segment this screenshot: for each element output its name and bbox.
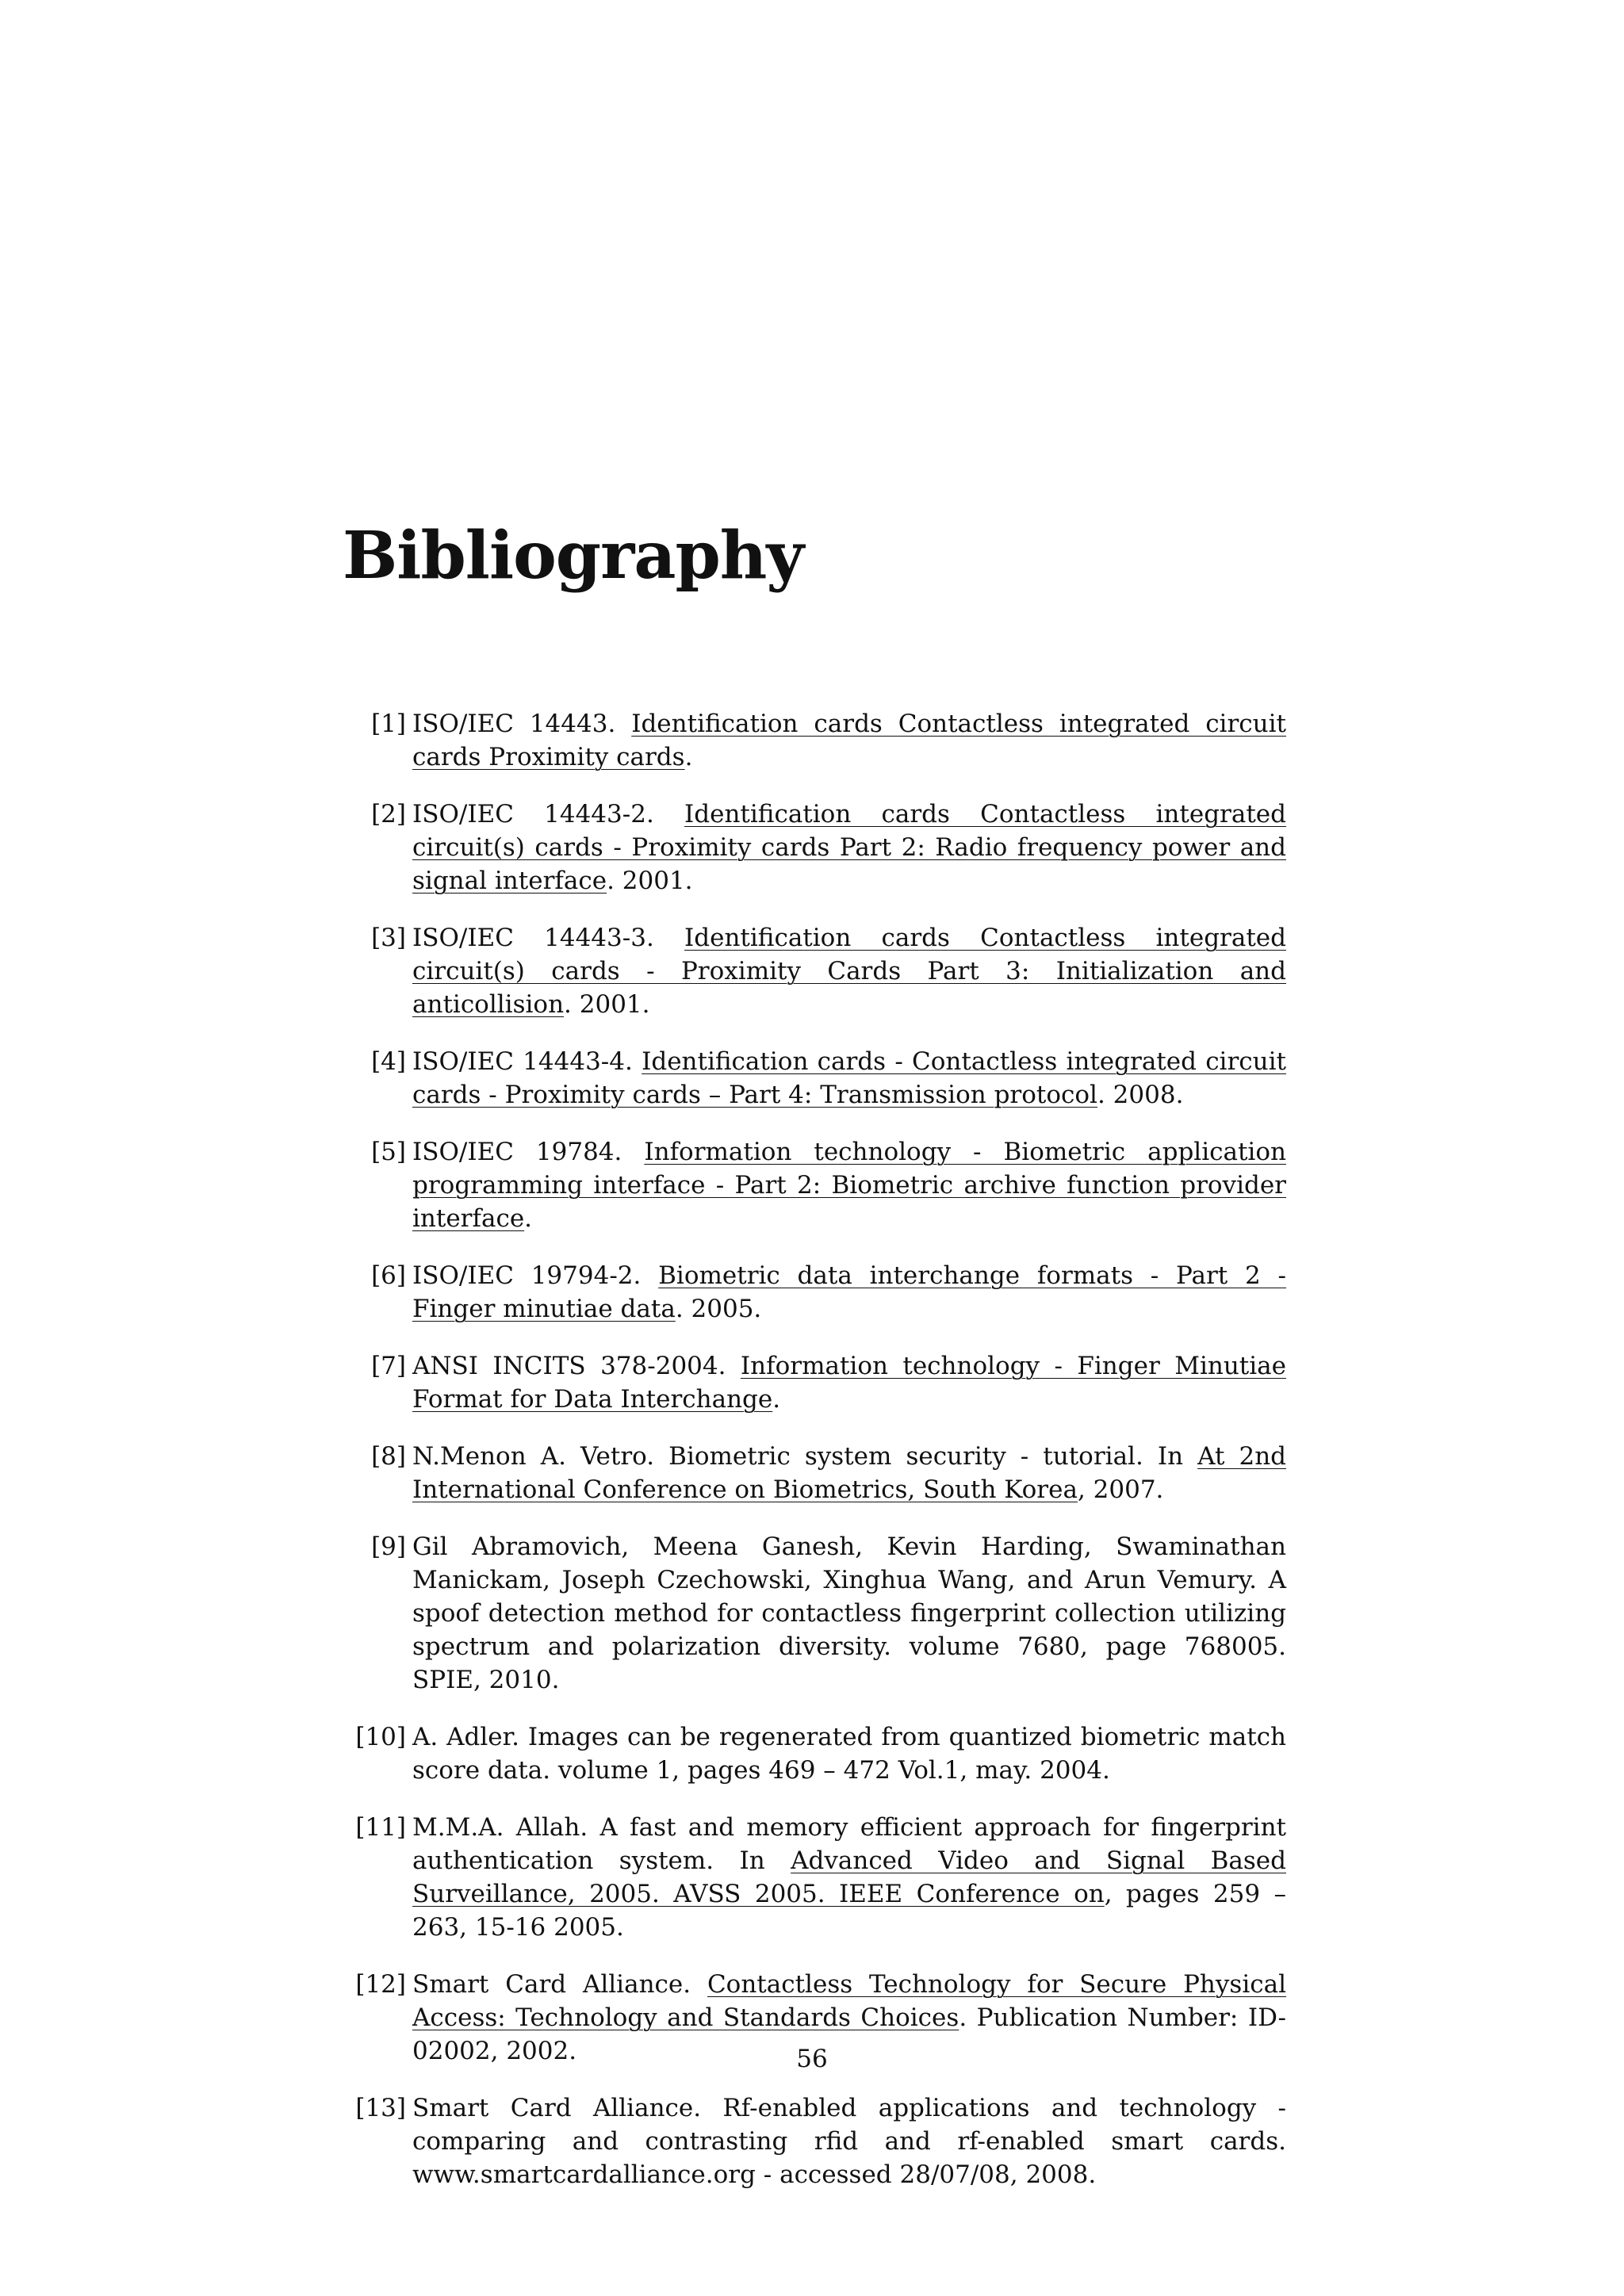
reference-text: Smart Card Alliance. Rf-enabled applications and technology - comparing and contrasting rfid and rf-enabled smart cards. www.smartcardalliance.org - accessed 28/07/08, 2008. [412, 2094, 1286, 2189]
reference-title: Identification cards Contactless integrated circuit(s) cards - Proximity Cards Part 3: Initialization and anticollision [412, 924, 1286, 1019]
reference-text: ANSI INCITS 378-2004. [412, 1352, 741, 1380]
reference-label: [11] [355, 1813, 406, 1842]
reference-title: Biometric data interchange formats - Part 2 - Finger minutiae data [412, 1261, 1286, 1323]
reference-text: Smart Card Alliance. [412, 1970, 707, 1999]
reference-title: Identification cards - Contactless integrated circuit cards - Proximity cards – Part 4: Transmission protocol [412, 1047, 1286, 1109]
reference-title: At 2nd International Conference on Biometrics, South Korea [412, 1442, 1286, 1504]
reference-text: A. Adler. Images can be regenerated from quantized biometric match score data. volume 1, pages 469 – 472 Vol.1, may. 2004. [412, 1723, 1286, 1785]
reference-text: ISO/IEC 14443-3. [412, 924, 685, 952]
reference-suffix: . 2005. [675, 1295, 762, 1323]
reference-suffix: . [772, 1385, 781, 1414]
bibliography-list [343, 707, 1286, 2215]
reference-item [343, 921, 1286, 1021]
reference-title: Identification cards Contactless integrated circuit cards Proximity cards [412, 710, 1286, 771]
reference-item [343, 1349, 1286, 1416]
reference-text: N.Menon A. Vetro. Biometric system security - tutorial. In [412, 1442, 1198, 1471]
reference-item [343, 1530, 1286, 1697]
reference-text: ISO/IEC 19784. [412, 1138, 645, 1166]
reference-label: [1] [371, 710, 406, 738]
reference-text: ISO/IEC 14443. [412, 710, 632, 738]
reference-item [343, 2091, 1286, 2191]
reference-label: [9] [371, 1533, 406, 1561]
page-number: 56 [796, 2045, 828, 2073]
reference-label: [2] [371, 800, 406, 828]
reference-title: Contactless Technology for Secure Physical Access: Technology and Standards Choices [412, 1970, 1286, 2032]
reference-suffix: . 2001. [607, 867, 693, 895]
reference-item [343, 1045, 1286, 1112]
reference-label: [8] [371, 1442, 406, 1471]
reference-item [343, 798, 1286, 897]
reference-suffix: , 2007. [1077, 1475, 1164, 1504]
reference-title: Identification cards Contactless integrated circuit(s) cards - Proximity cards Part 2: Radio frequency power and signal interface [412, 800, 1286, 895]
reference-label: [7] [371, 1352, 406, 1380]
reference-label: [4] [371, 1047, 406, 1076]
reference-suffix: . 2008. [1097, 1081, 1184, 1109]
reference-label: [6] [371, 1261, 406, 1290]
reference-item [343, 1811, 1286, 1944]
page-title: Bibliography [343, 518, 804, 594]
reference-suffix: . 2001. [564, 990, 650, 1019]
reference-title: Information technology - Finger Minutiae Format for Data Interchange [412, 1352, 1286, 1414]
reference-item [343, 1259, 1286, 1326]
reference-text: Gil Abramovich, Meena Ganesh, Kevin Harding, Swaminathan Manickam, Joseph Czechowski, Xinghua Wang, and Arun Vemury. A spoof detection method for contactless fingerprint collection utilizing spectrum and polarization diversity. volume 7680, page 768005. SPIE, 2010. [412, 1533, 1286, 1694]
reference-item [343, 1440, 1286, 1506]
reference-text: ISO/IEC 14443-4. [412, 1047, 642, 1076]
reference-text: M.M.A. Allah. A fast and memory efficient approach for fingerprint authentication system. In [412, 1813, 1286, 1875]
reference-text: ISO/IEC 19794-2. [412, 1261, 659, 1290]
reference-title: Advanced Video and Signal Based Surveillance, 2005. AVSS 2005. IEEE Conference on [412, 1846, 1286, 1908]
reference-label: [12] [355, 1970, 406, 1999]
reference-label: [10] [355, 1723, 406, 1751]
reference-label: [3] [371, 924, 406, 952]
reference-title: Information technology - Biometric application programming interface - Part 2: Biometric archive function provider interface [412, 1138, 1286, 1233]
reference-item [343, 707, 1286, 774]
reference-item [343, 1720, 1286, 1787]
reference-text: ISO/IEC 14443-2. [412, 800, 685, 828]
reference-item [343, 1135, 1286, 1235]
reference-label: [5] [371, 1138, 406, 1166]
reference-suffix: . Publication Number: ID-02002, 2002. [412, 2003, 1286, 2065]
reference-label: [13] [355, 2094, 406, 2122]
reference-suffix: , pages 259 – 263, 15-16 2005. [412, 1880, 1286, 1942]
reference-suffix: . [684, 743, 693, 771]
reference-suffix: . [524, 1204, 533, 1233]
